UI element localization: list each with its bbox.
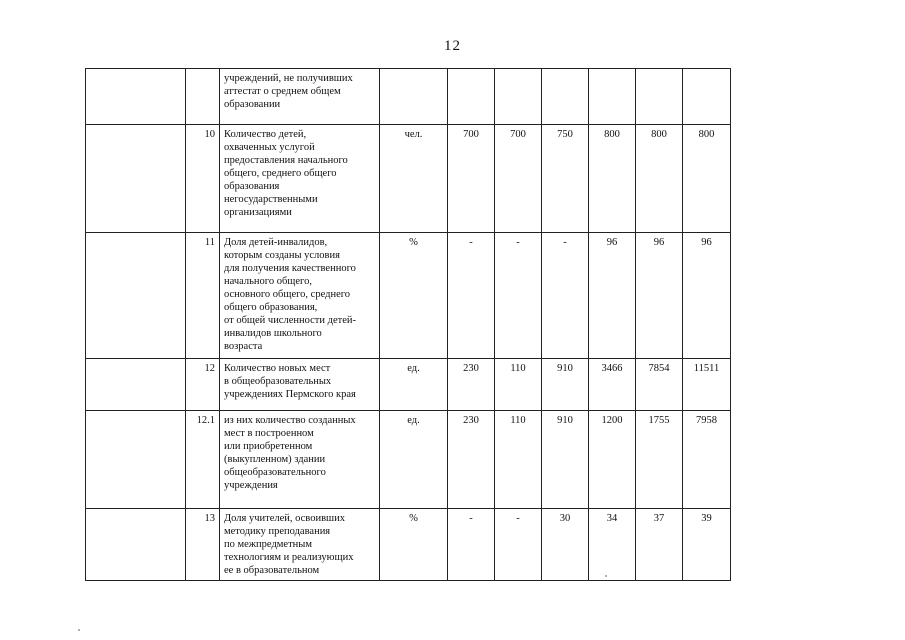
section-cell <box>86 233 186 359</box>
indicator-name-line: учреждениях Пермского края <box>224 389 356 400</box>
value-cell: 800 <box>589 125 636 233</box>
indicator-name-cell <box>220 233 380 359</box>
indicator-name-line: негосударственными <box>224 194 318 205</box>
value-cell: 750 <box>542 125 589 233</box>
value-cell: 910 <box>542 359 589 411</box>
unit-cell: ед. <box>380 411 448 509</box>
table-row <box>86 125 731 233</box>
value-cell <box>495 69 542 125</box>
table-row <box>86 69 731 125</box>
value-cell <box>542 69 589 125</box>
value-cell: - <box>448 233 495 359</box>
value-cell: - <box>542 233 589 359</box>
value-cell: 30 <box>542 509 589 581</box>
value-cell <box>448 69 495 125</box>
value-cell: 96 <box>636 233 683 359</box>
value-cell: 110 <box>495 411 542 509</box>
table-row <box>86 509 731 581</box>
unit-cell: % <box>380 233 448 359</box>
value-cell: 7854 <box>636 359 683 411</box>
indicator-name-line: инвалидов школьного <box>224 328 322 339</box>
scan-speck <box>605 575 607 577</box>
value-cell: 230 <box>448 411 495 509</box>
unit-cell: ед. <box>380 359 448 411</box>
section-cell <box>86 411 186 509</box>
row-number-cell <box>186 69 220 125</box>
value-cell: 37 <box>636 509 683 581</box>
value-cell: 3466 <box>589 359 636 411</box>
page-number: 12 <box>444 38 461 54</box>
indicator-name-line: организациями <box>224 207 292 218</box>
value-cell: 700 <box>448 125 495 233</box>
indicator-name-line: технологиям и реализующих <box>224 552 354 563</box>
unit-cell <box>380 69 448 125</box>
value-cell: 7958 <box>683 411 731 509</box>
value-cell: 11511 <box>683 359 731 411</box>
indicator-name-line: образования <box>224 181 280 192</box>
indicator-name-line: основного общего, среднего <box>224 289 351 300</box>
value-cell: 230 <box>448 359 495 411</box>
section-cell <box>86 359 186 411</box>
value-cell <box>636 69 683 125</box>
row-number-cell: 10 <box>186 125 220 233</box>
value-cell: 800 <box>683 125 731 233</box>
row-number-cell: 12 <box>186 359 220 411</box>
unit-cell: чел. <box>380 125 448 233</box>
indicator-name-line: Доля детей-инвалидов, <box>224 237 328 248</box>
unit-cell: % <box>380 509 448 581</box>
value-cell: 700 <box>495 125 542 233</box>
value-cell: 110 <box>495 359 542 411</box>
indicator-name-line: от общей численности детей- <box>224 315 356 326</box>
value-cell: - <box>495 233 542 359</box>
value-cell: 1200 <box>589 411 636 509</box>
indicator-name-line: начального общего, <box>224 276 312 287</box>
section-cell <box>86 125 186 233</box>
row-number-cell: 11 <box>186 233 220 359</box>
indicator-name-line: (выкупленном) здании <box>224 454 326 465</box>
indicator-name-line: Количество детей, <box>224 129 307 140</box>
indicator-name-line: общеобразовательного <box>224 467 326 478</box>
value-cell: 910 <box>542 411 589 509</box>
table-row <box>86 359 731 411</box>
value-cell: - <box>448 509 495 581</box>
indicator-name-line: учреждения <box>224 480 278 491</box>
indicator-name-line: Доля учителей, освоивших <box>224 513 345 524</box>
value-cell <box>589 69 636 125</box>
value-cell: 39 <box>683 509 731 581</box>
indicator-name-line: возраста <box>224 341 263 352</box>
indicator-name-line: мест в построенном <box>224 428 314 439</box>
indicator-name-line: или приобретенном <box>224 441 313 452</box>
value-cell: 1755 <box>636 411 683 509</box>
row-number-cell: 12.1 <box>186 411 220 509</box>
value-cell: 96 <box>683 233 731 359</box>
scan-speck <box>78 629 80 631</box>
section-cell <box>86 69 186 125</box>
indicator-name-line: методику преподавания <box>224 526 331 537</box>
table-body <box>86 69 731 581</box>
row-number-cell: 13 <box>186 509 220 581</box>
table-row <box>86 233 731 359</box>
indicator-name-line: аттестат о среднем общем <box>224 86 341 97</box>
indicator-name-cell <box>220 411 380 509</box>
value-cell <box>683 69 731 125</box>
indicator-name-line: для получения качественного <box>224 263 356 274</box>
indicator-name-line: учреждений, не получивших <box>224 73 353 84</box>
indicator-name-line: общего образования, <box>224 302 318 313</box>
indicator-name-line: Количество новых мест <box>224 363 331 374</box>
value-cell: 34 <box>589 509 636 581</box>
indicator-name-line: которым созданы условия <box>224 250 340 261</box>
indicator-name-line: образовании <box>224 99 281 110</box>
indicator-name-line: в общеобразовательных <box>224 376 332 387</box>
indicators-table <box>85 68 731 581</box>
section-cell <box>86 509 186 581</box>
indicator-name-line: охваченных услугой <box>224 142 315 153</box>
value-cell: 96 <box>589 233 636 359</box>
indicator-name-cell <box>220 359 380 411</box>
indicator-name-line: по межпредметным <box>224 539 312 550</box>
indicator-name-line: общего, среднего общего <box>224 168 337 179</box>
indicator-name-cell <box>220 125 380 233</box>
indicator-name-cell <box>220 509 380 581</box>
value-cell: - <box>495 509 542 581</box>
indicator-name-cell <box>220 69 380 125</box>
indicator-name-line: предоставления начального <box>224 155 348 166</box>
table-row <box>86 411 731 509</box>
indicator-name-line: ее в образовательном <box>224 565 320 576</box>
value-cell: 800 <box>636 125 683 233</box>
indicator-name-line: из них количество созданных <box>224 415 356 426</box>
